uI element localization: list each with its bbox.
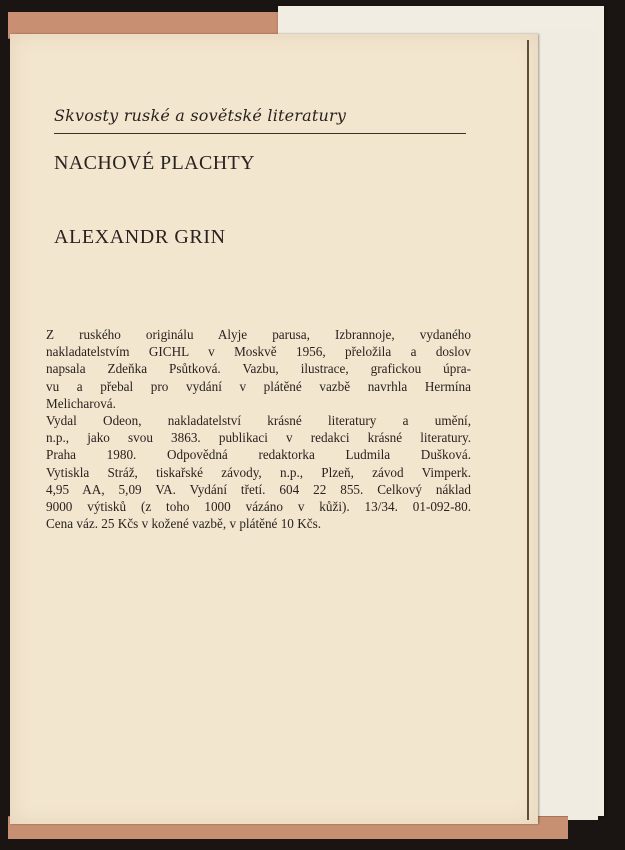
imprint-text [46, 326, 471, 532]
imprint-line: Z ruského originálu Alyje parusa, Izbrannoje, vydaného [46, 327, 471, 342]
imprint-line: vu a přebal pro vydání v plátěné vazbě navrhla Hermína [46, 378, 471, 394]
imprint-line: n.p., jako svou 3863. publikaci v redakci krásné literatury. [46, 430, 471, 446]
author-name: ALEXANDR GRIN [54, 226, 226, 248]
page-edge-shadow [527, 40, 529, 820]
book-title: NACHOVÉ PLACHTY [54, 152, 255, 174]
imprint-line: 9000 výtisků (z toho 1000 vázáno v kůži). 13/34. 01-092-80. [46, 499, 471, 515]
series-rule [54, 133, 466, 134]
imprint-line: Vytiskla Stráž, tiskařské závody, n.p., Plzeň, závod Vimperk. [46, 464, 471, 480]
imprint-line: napsala Zdeňka Psůtková. Vazbu, ilustrace, grafickou úpra- [46, 361, 471, 377]
imprint-line: 4,95 AA, 5,09 VA. Vydání třetí. 604 22 855. Celkový náklad [46, 481, 471, 497]
imprint-line: nakladatelstvím GICHL v Moskvě 1956, přeložila a doslov [46, 344, 471, 360]
imprint-line: Vydal Odeon, nakladatelství krásné literatury a umění, [46, 413, 471, 429]
imprint-line: Praha 1980. Odpovědná redaktorka Ludmila Dušková. [46, 447, 471, 463]
imprint-line: Cena váz. 25 Kčs v kožené vazbě, v plátěné 10 Kčs. [46, 516, 321, 532]
series-title: Skvosty ruské a sovětské literatury [54, 106, 347, 125]
imprint-line: Melicharová. [46, 395, 116, 411]
